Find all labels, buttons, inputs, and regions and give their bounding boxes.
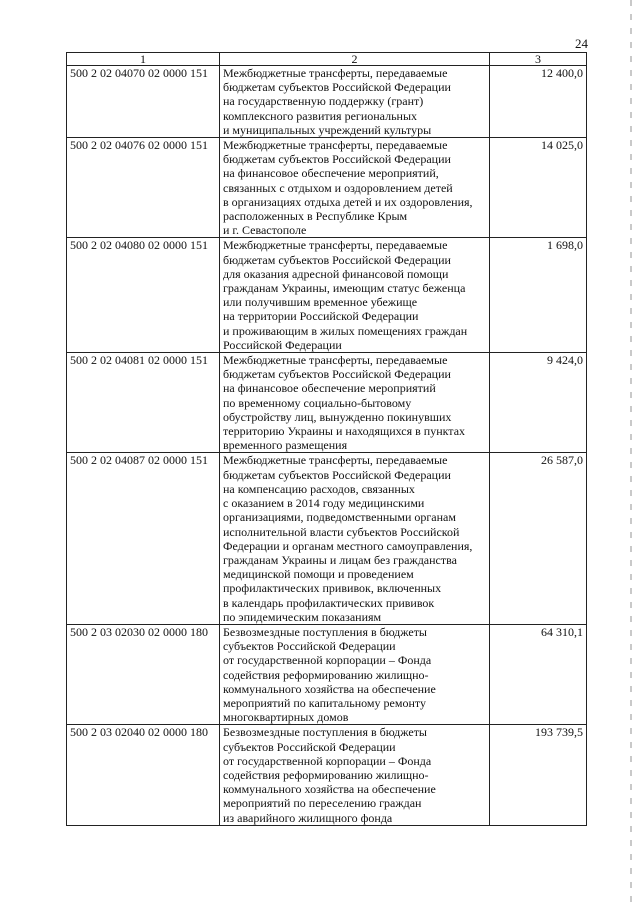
description-line: Федерации и органам местного самоуправления,: [223, 538, 473, 553]
description-line: на территории Российской Федерации: [223, 309, 419, 324]
description-line: на компенсацию расходов, связанных: [223, 481, 415, 496]
description-cell: [220, 353, 490, 453]
description-cell: [220, 238, 490, 353]
description-line: бюджетам субъектов Российской Федерации: [223, 367, 451, 382]
description-line: гражданам Украины и лицам без гражданства: [223, 552, 457, 567]
description-line: по временному социально-бытовому: [223, 395, 412, 410]
description-line: Межбюджетные трансферты, передаваемые: [223, 66, 448, 80]
description-cell: [220, 624, 490, 724]
description-cell: [220, 725, 490, 825]
description-line: комплексного развития региональных: [223, 108, 418, 123]
page-number: 24: [575, 36, 588, 51]
description-line: территорию Украины и находящихся в пунктах: [223, 424, 466, 439]
description-line: на государственную поддержку (грант): [223, 94, 424, 109]
description-line: содействия реформированию жилищно-: [223, 667, 429, 682]
column-header-code: 1: [67, 53, 220, 66]
description-line: Безвозмездные поступления в бюджеты: [223, 624, 427, 639]
description-line: из аварийного жилищного фонда: [223, 810, 393, 825]
budget-code-cell: 500 2 02 04087 02 0000 151: [67, 453, 220, 624]
description-line: бюджетам субъектов Российской Федерации: [223, 152, 451, 167]
amount-cell: 14 025,0: [490, 138, 587, 238]
description-line: бюджетам субъектов Российской Федерации: [223, 252, 451, 267]
description-cell: [220, 138, 490, 238]
table-row: [67, 138, 587, 238]
description-line: Безвозмездные поступления в бюджеты: [223, 725, 427, 740]
table-row: [67, 353, 587, 453]
table-body: [67, 66, 587, 826]
description-line: в организациях отдыха детей и их оздоровления,: [223, 194, 473, 209]
description-line: и муниципальных учреждений культуры: [223, 122, 432, 137]
description-line: субъектов Российской Федерации: [223, 739, 396, 754]
description-line: Межбюджетные трансферты, передаваемые: [223, 138, 448, 153]
description-line: коммунального хозяйства на обеспечение: [223, 782, 436, 797]
description-line: на финансовое обеспечение мероприятий,: [223, 166, 439, 181]
description-line: и проживающим в жилых помещениях граждан: [223, 323, 468, 338]
description-line: в календарь профилактических прививок: [223, 595, 435, 610]
table-row: [67, 624, 587, 724]
description-line: бюджетам субъектов Российской Федерации: [223, 467, 451, 482]
description-line: Межбюджетные трансферты, передаваемые: [223, 453, 448, 468]
description-line: коммунального хозяйства на обеспечение: [223, 681, 436, 696]
description-line: бюджетам субъектов Российской Федерации: [223, 80, 451, 95]
column-header-amount: 3: [490, 53, 587, 66]
description-line: от государственной корпорации – Фонда: [223, 653, 432, 668]
description-line: с оказанием в 2014 году медицинскими: [223, 496, 425, 511]
description-line: связанных с отдыхом и оздоровлением детей: [223, 180, 453, 195]
amount-cell: 193 739,5: [490, 725, 587, 825]
description-line: многоквартирных домов: [223, 710, 349, 725]
amount-cell: 9 424,0: [490, 353, 587, 453]
budget-code-cell: 500 2 02 04070 02 0000 151: [67, 66, 220, 138]
table-header-row: [67, 53, 587, 66]
description-line: медицинской помощи и проведением: [223, 567, 414, 582]
table-row: [67, 238, 587, 353]
description-line: и г. Севастополе: [223, 223, 307, 238]
description-line: на финансовое обеспечение мероприятий: [223, 381, 436, 396]
amount-cell: 12 400,0: [490, 66, 587, 138]
description-line: расположенных в Республике Крым: [223, 209, 408, 224]
amount-cell: 64 310,1: [490, 624, 587, 724]
description-line: гражданам Украины, имеющим статус беженца: [223, 281, 466, 296]
description-line: организациями, подведомственными органам: [223, 510, 456, 525]
table-row: [67, 453, 587, 624]
amount-cell: 26 587,0: [490, 453, 587, 624]
budget-code-cell: 500 2 02 04080 02 0000 151: [67, 238, 220, 353]
table-row: [67, 66, 587, 138]
scan-edge: [630, 0, 632, 905]
description-line: мероприятий по капитальному ремонту: [223, 695, 426, 710]
description-line: или получившим временное убежище: [223, 295, 418, 310]
description-line: временного размещения: [223, 438, 348, 453]
description-line: содействия реформированию жилищно-: [223, 767, 429, 782]
table-row: [67, 725, 587, 825]
budget-code-cell: 500 2 03 02040 02 0000 180: [67, 725, 220, 825]
budget-code-cell: 500 2 02 04076 02 0000 151: [67, 138, 220, 238]
budget-table: [66, 52, 587, 826]
description-line: профилактических прививок, включенных: [223, 581, 442, 596]
description-line: от государственной корпорации – Фонда: [223, 753, 432, 768]
description-line: Межбюджетные трансферты, передаваемые: [223, 238, 448, 253]
description-cell: [220, 453, 490, 624]
description-line: субъектов Российской Федерации: [223, 639, 396, 654]
description-line: Российской Федерации: [223, 337, 342, 352]
description-line: Межбюджетные трансферты, передаваемые: [223, 353, 448, 368]
amount-cell: 1 698,0: [490, 238, 587, 353]
budget-code-cell: 500 2 03 02030 02 0000 180: [67, 624, 220, 724]
budget-code-cell: 500 2 02 04081 02 0000 151: [67, 353, 220, 453]
description-line: мероприятий по переселению граждан: [223, 796, 422, 811]
description-line: обустройству лиц, вынужденно покинувших: [223, 409, 452, 424]
description-line: исполнительной власти субъектов Российской: [223, 524, 460, 539]
column-header-description: 2: [220, 53, 490, 66]
description-line: для оказания адресной финансовой помощи: [223, 266, 449, 281]
description-line: по эпидемическим показаниям: [223, 609, 382, 624]
description-cell: [220, 66, 490, 138]
